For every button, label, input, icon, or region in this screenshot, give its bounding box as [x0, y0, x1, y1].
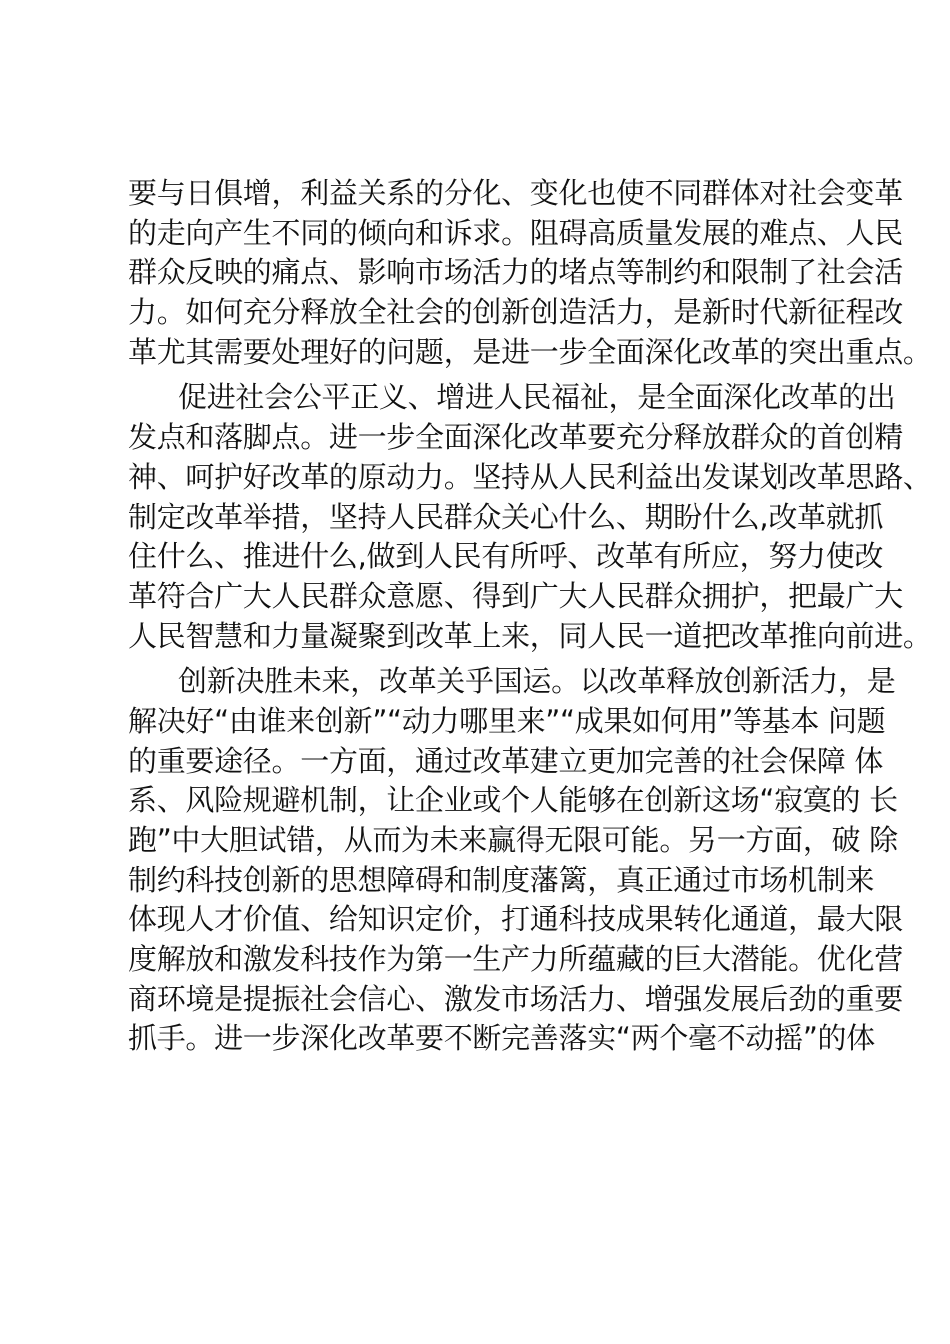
body-text: [128, 174, 932, 1059]
text-line: 商环境是提振社会信心、激发市场活力、增强发展后劲的重要: [128, 981, 903, 1016]
text-line: 系、风险规避机制，让企业或个人能够在创新这场“寂寞的 长: [128, 783, 898, 818]
text-line: 群众反映的痛点、影响市场活力的堵点等制约和限制了社会活: [128, 255, 903, 290]
text-line: 要与日俱增，利益关系的分化、变化也使不同群体对社会变革: [128, 176, 903, 210]
text-line: 制约科技创新的思想障碍和制度藩篱，真正通过市场机制来: [128, 862, 875, 897]
text-line: 抓手。进一步深化改革要不断完善落实“两个毫不动摇”的体: [128, 1021, 875, 1056]
text-line: 促进社会公平正义、增进人民福祉，是全面深化改革的出: [178, 380, 896, 415]
paragraph: [128, 174, 932, 372]
text-line: 制定改革举措，坚持人民群众关心什么、期盼什么,改革就抓: [128, 499, 884, 534]
text-line: 力。如何充分释放全社会的创新创造活力，是新时代新征程改: [128, 295, 903, 330]
text-line: 的走向产生不同的倾向和诉求。阻碍高质量发展的难点、人民: [128, 215, 903, 250]
text-line: 人民智慧和力量凝聚到改革上来，同人民一道把改革推向前进。: [128, 618, 932, 653]
text-line: 革符合广大人民群众意愿、得到广大人民群众拥护，把最广大: [128, 578, 903, 613]
paragraph: [128, 662, 903, 1059]
text-line: 的重要途径。一方面，通过改革建立更加完善的社会保障 体: [128, 743, 884, 778]
text-line: 发点和落脚点。进一步全面深化改革要充分释放群众的首创精: [128, 420, 903, 455]
text-line: 革尤其需要处理好的问题，是进一步全面深化改革的突出重点。: [128, 334, 932, 369]
text-line: 解决好“由谁来创新”“动力哪里来”“成果如何用”等基本 问题: [128, 703, 886, 738]
text-line: 度解放和激发科技作为第一生产力所蕴藏的巨大潜能。优化营: [128, 942, 903, 977]
text-line: 体现人才价值、给知识定价，打通科技成果转化通道，最大限: [128, 902, 903, 937]
text-line: 创新决胜未来，改革关乎国运。以改革释放创新活力，是: [178, 664, 896, 699]
text-line: 神、呵护好改革的原动力。坚持从人民利益出发谋划改革思路、: [128, 459, 932, 494]
text-line: 住什么、推进什么,做到人民有所呼、改革有所应，努力使改: [128, 539, 884, 574]
paragraph: [128, 378, 932, 656]
text-line: 跑”中大胆试错，从而为未来赢得无限可能。另一方面，破 除: [128, 823, 898, 857]
